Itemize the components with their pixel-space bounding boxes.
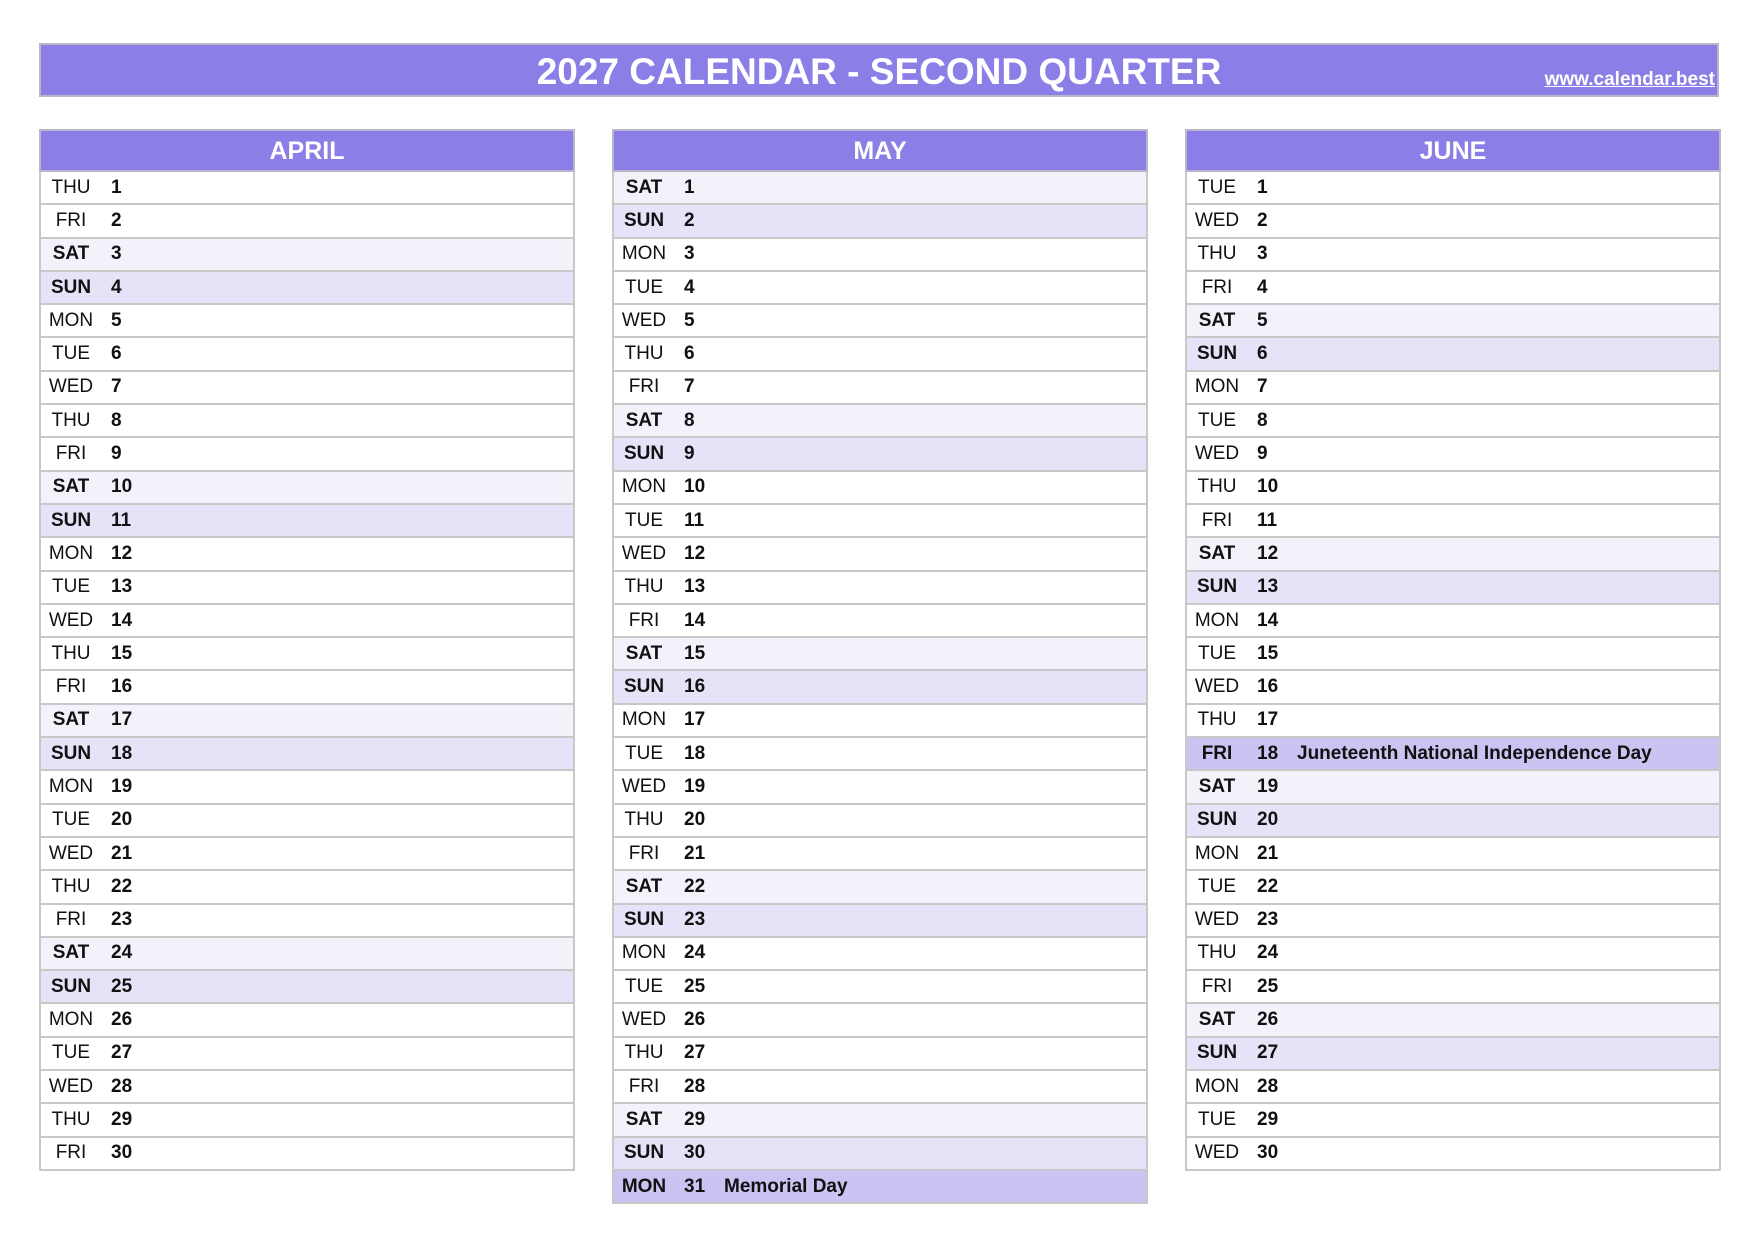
day-number: 18 [111, 742, 133, 764]
day-number: 28 [111, 1075, 133, 1097]
day-list [612, 172, 1148, 1204]
day-of-week: MON [621, 942, 667, 964]
day-number: 14 [1257, 609, 1279, 631]
day-row [1187, 1038, 1719, 1071]
day-row [41, 638, 573, 671]
day-of-week: FRI [55, 676, 87, 698]
day-row [41, 871, 573, 904]
day-of-week: MON [1194, 609, 1240, 631]
day-of-week: TUE [52, 809, 90, 831]
day-of-week: SAT [52, 243, 90, 265]
day-of-week: SUN [1196, 576, 1238, 598]
day-of-week: SAT [625, 875, 663, 897]
day-of-week: SAT [1198, 542, 1236, 564]
day-of-week: SUN [1196, 809, 1238, 831]
day-of-week: SUN [1196, 343, 1238, 365]
day-number: 4 [1257, 276, 1268, 298]
day-row [1187, 505, 1719, 538]
day-row [1187, 805, 1719, 838]
day-of-week: TUE [625, 742, 663, 764]
day-of-week: MON [621, 243, 667, 265]
month-header: JUNE [1185, 129, 1721, 172]
day-number: 8 [684, 409, 695, 431]
day-number: 9 [684, 443, 695, 465]
day-row [41, 538, 573, 571]
day-number: 21 [684, 842, 706, 864]
day-of-week: FRI [55, 209, 87, 231]
day-row [614, 338, 1146, 371]
day-row [41, 705, 573, 738]
day-of-week: SAT [625, 176, 663, 198]
day-row [614, 771, 1146, 804]
day-of-week: WED [48, 609, 94, 631]
day-number: 23 [111, 909, 133, 931]
day-row [41, 805, 573, 838]
day-number: 20 [1257, 809, 1279, 831]
day-of-week: FRI [628, 376, 660, 398]
day-of-week: SAT [1198, 309, 1236, 331]
day-number: 14 [684, 609, 706, 631]
day-of-week: SAT [52, 476, 90, 498]
day-row [614, 239, 1146, 272]
day-of-week: SAT [52, 942, 90, 964]
day-row [614, 572, 1146, 605]
day-number: 19 [1257, 775, 1279, 797]
day-number: 29 [684, 1108, 706, 1130]
day-row [1187, 272, 1719, 305]
day-of-week: TUE [625, 276, 663, 298]
day-row [614, 638, 1146, 671]
day-row [614, 405, 1146, 438]
day-row [614, 438, 1146, 471]
day-of-week: WED [48, 1075, 94, 1097]
day-of-week: MON [621, 1175, 667, 1197]
day-number: 18 [684, 742, 706, 764]
day-number: 5 [684, 309, 695, 331]
day-of-week: FRI [55, 1142, 87, 1164]
day-number: 24 [1257, 942, 1279, 964]
day-of-week: THU [1197, 476, 1237, 498]
day-number: 17 [684, 709, 706, 731]
day-number: 20 [684, 809, 706, 831]
day-number: 9 [111, 443, 122, 465]
day-number: 2 [1257, 209, 1268, 231]
day-of-week: MON [48, 542, 94, 564]
day-row [614, 971, 1146, 1004]
day-row [1187, 205, 1719, 238]
day-row [41, 172, 573, 205]
day-row [1187, 638, 1719, 671]
day-number: 25 [684, 975, 706, 997]
day-number: 20 [111, 809, 133, 831]
day-number: 15 [111, 642, 133, 664]
day-row [614, 1004, 1146, 1037]
day-number: 10 [1257, 476, 1279, 498]
day-number: 19 [684, 775, 706, 797]
day-of-week: FRI [1201, 509, 1233, 531]
day-of-week: SUN [623, 909, 665, 931]
day-of-week: MON [48, 1009, 94, 1031]
day-of-week: WED [1194, 209, 1240, 231]
day-number: 27 [684, 1042, 706, 1064]
day-of-week: WED [621, 309, 667, 331]
day-number: 12 [111, 542, 133, 564]
day-row [614, 838, 1146, 871]
day-row [614, 871, 1146, 904]
day-of-week: WED [1194, 1142, 1240, 1164]
day-number: 7 [1257, 376, 1268, 398]
day-row [1187, 971, 1719, 1004]
day-row [614, 372, 1146, 405]
day-of-week: THU [51, 409, 91, 431]
day-number: 12 [1257, 542, 1279, 564]
day-of-week: FRI [628, 1075, 660, 1097]
holiday-label: Memorial Day [724, 1175, 848, 1197]
day-number: 28 [684, 1075, 706, 1097]
day-row [1187, 405, 1719, 438]
day-number: 28 [1257, 1075, 1279, 1097]
day-number: 30 [1257, 1142, 1279, 1164]
day-number: 13 [111, 576, 133, 598]
day-of-week: SUN [50, 509, 92, 531]
day-number: 11 [1257, 509, 1278, 531]
day-number: 3 [684, 243, 695, 265]
month-april [39, 129, 575, 1171]
day-row [614, 472, 1146, 505]
day-row [41, 738, 573, 771]
day-row [1187, 438, 1719, 471]
day-of-week: THU [51, 875, 91, 897]
day-number: 2 [684, 209, 695, 231]
day-of-week: TUE [625, 509, 663, 531]
day-number: 26 [111, 1009, 133, 1031]
day-of-week: TUE [1198, 642, 1236, 664]
day-row [1187, 1104, 1719, 1137]
day-number: 3 [111, 243, 122, 265]
day-row [614, 272, 1146, 305]
day-row [41, 905, 573, 938]
day-row [1187, 938, 1719, 971]
day-row [1187, 372, 1719, 405]
day-row [1187, 305, 1719, 338]
day-number: 22 [111, 875, 133, 897]
day-number: 9 [1257, 443, 1268, 465]
day-number: 12 [684, 542, 706, 564]
day-row [1187, 771, 1719, 804]
day-number: 13 [1257, 576, 1279, 598]
day-number: 6 [684, 343, 695, 365]
day-of-week: TUE [1198, 1108, 1236, 1130]
day-number: 21 [1257, 842, 1279, 864]
day-row [41, 671, 573, 704]
day-number: 5 [1257, 309, 1268, 331]
day-row [41, 838, 573, 871]
site-link[interactable]: www.calendar.best [1544, 69, 1715, 90]
day-of-week: TUE [1198, 875, 1236, 897]
day-of-week: TUE [1198, 409, 1236, 431]
day-number: 8 [1257, 409, 1268, 431]
day-of-week: WED [1194, 909, 1240, 931]
title-bar [39, 43, 1719, 97]
day-of-week: THU [624, 809, 664, 831]
day-of-week: SUN [50, 742, 92, 764]
day-of-week: THU [1197, 709, 1237, 731]
day-of-week: THU [624, 1042, 664, 1064]
day-of-week: THU [624, 343, 664, 365]
day-row [41, 771, 573, 804]
day-of-week: TUE [52, 576, 90, 598]
day-number: 11 [684, 509, 705, 531]
day-row [41, 971, 573, 1004]
day-row [1187, 538, 1719, 571]
day-of-week: WED [621, 542, 667, 564]
day-of-week: SAT [625, 1108, 663, 1130]
day-row [41, 205, 573, 238]
day-row [614, 1071, 1146, 1104]
day-row [1187, 705, 1719, 738]
day-number: 31 [684, 1175, 706, 1197]
day-of-week: FRI [55, 443, 87, 465]
day-of-week: SAT [625, 409, 663, 431]
day-of-week: WED [1194, 443, 1240, 465]
page-title: 2027 CALENDAR - SECOND QUARTER [536, 51, 1222, 92]
day-number: 5 [111, 309, 122, 331]
day-number: 22 [1257, 875, 1279, 897]
day-of-week: FRI [1201, 742, 1233, 764]
day-row [41, 305, 573, 338]
day-row [614, 805, 1146, 838]
day-of-week: THU [51, 1108, 91, 1130]
day-of-week: WED [48, 376, 94, 398]
holiday-label: Juneteenth National Independence Day [1297, 742, 1652, 764]
day-number: 16 [684, 676, 706, 698]
day-list [1185, 172, 1721, 1171]
day-number: 17 [111, 709, 133, 731]
day-number: 1 [111, 176, 122, 198]
day-number: 30 [111, 1142, 133, 1164]
day-of-week: MON [1194, 376, 1240, 398]
day-number: 11 [111, 509, 132, 531]
day-list [39, 172, 575, 1171]
day-row [614, 172, 1146, 205]
day-number: 17 [1257, 709, 1279, 731]
day-row [1187, 172, 1719, 205]
day-row [614, 605, 1146, 638]
day-row [41, 1104, 573, 1137]
day-of-week: SUN [50, 276, 92, 298]
day-number: 27 [111, 1042, 133, 1064]
day-number: 30 [684, 1142, 706, 1164]
day-of-week: SAT [52, 709, 90, 731]
day-of-week: WED [48, 842, 94, 864]
day-number: 1 [684, 176, 695, 198]
day-of-week: TUE [1198, 176, 1236, 198]
day-row [41, 1071, 573, 1104]
day-number: 14 [111, 609, 133, 631]
day-number: 8 [111, 409, 122, 431]
day-row [41, 338, 573, 371]
day-number: 25 [111, 975, 133, 997]
day-of-week: THU [624, 576, 664, 598]
day-of-week: SUN [623, 209, 665, 231]
day-row [41, 272, 573, 305]
day-number: 29 [1257, 1108, 1279, 1130]
day-of-week: MON [1194, 1075, 1240, 1097]
day-of-week: TUE [625, 975, 663, 997]
day-of-week: FRI [628, 609, 660, 631]
day-number: 15 [684, 642, 706, 664]
day-number: 25 [1257, 975, 1279, 997]
day-row [41, 938, 573, 971]
day-row [1187, 671, 1719, 704]
day-row [1187, 1004, 1719, 1037]
day-row [41, 1038, 573, 1071]
day-row [614, 1104, 1146, 1137]
day-number: 16 [111, 676, 133, 698]
day-number: 18 [1257, 742, 1279, 764]
day-row [1187, 871, 1719, 904]
day-of-week: SAT [1198, 1009, 1236, 1031]
day-row [614, 1038, 1146, 1071]
day-number: 10 [111, 476, 133, 498]
day-row [41, 239, 573, 272]
month-may [612, 129, 1148, 1204]
day-row [1187, 239, 1719, 272]
day-row [614, 705, 1146, 738]
day-row [41, 472, 573, 505]
day-number: 4 [684, 276, 695, 298]
day-number: 13 [684, 576, 706, 598]
day-row [41, 1138, 573, 1171]
day-of-week: THU [1197, 243, 1237, 265]
day-of-week: TUE [52, 343, 90, 365]
day-row [1187, 738, 1719, 771]
day-row [1187, 338, 1719, 371]
day-number: 24 [111, 942, 133, 964]
day-number: 27 [1257, 1042, 1279, 1064]
day-of-week: SUN [623, 676, 665, 698]
month-june [1185, 129, 1721, 1171]
day-row [614, 1171, 1146, 1204]
day-row [1187, 572, 1719, 605]
day-row [41, 438, 573, 471]
day-row [614, 671, 1146, 704]
day-of-week: MON [48, 309, 94, 331]
day-row [1187, 838, 1719, 871]
day-of-week: MON [621, 709, 667, 731]
day-of-week: FRI [1201, 975, 1233, 997]
day-row [614, 905, 1146, 938]
day-number: 6 [111, 343, 122, 365]
day-row [1187, 1071, 1719, 1104]
day-of-week: FRI [628, 842, 660, 864]
day-of-week: SAT [625, 642, 663, 664]
day-row [1187, 1138, 1719, 1171]
day-number: 22 [684, 875, 706, 897]
day-of-week: WED [1194, 676, 1240, 698]
day-of-week: SUN [50, 975, 92, 997]
day-number: 1 [1257, 176, 1268, 198]
day-number: 29 [111, 1108, 133, 1130]
day-number: 26 [684, 1009, 706, 1031]
day-of-week: SUN [1196, 1042, 1238, 1064]
day-of-week: FRI [55, 909, 87, 931]
day-row [614, 305, 1146, 338]
day-of-week: WED [621, 775, 667, 797]
day-number: 10 [684, 476, 706, 498]
day-number: 23 [684, 909, 706, 931]
day-of-week: SUN [623, 1142, 665, 1164]
day-row [614, 938, 1146, 971]
day-row [41, 372, 573, 405]
day-row [41, 405, 573, 438]
day-number: 24 [684, 942, 706, 964]
day-of-week: THU [1197, 942, 1237, 964]
day-row [41, 1004, 573, 1037]
day-row [614, 205, 1146, 238]
month-header: MAY [612, 129, 1148, 172]
day-number: 26 [1257, 1009, 1279, 1031]
day-of-week: MON [1194, 842, 1240, 864]
day-number: 23 [1257, 909, 1279, 931]
day-number: 7 [111, 376, 122, 398]
day-of-week: SUN [623, 443, 665, 465]
day-of-week: WED [621, 1009, 667, 1031]
day-row [1187, 605, 1719, 638]
day-of-week: THU [51, 176, 91, 198]
day-row [41, 605, 573, 638]
day-of-week: THU [51, 642, 91, 664]
day-number: 4 [111, 276, 122, 298]
month-header: APRIL [39, 129, 575, 172]
day-row [41, 572, 573, 605]
day-row [614, 505, 1146, 538]
day-number: 7 [684, 376, 695, 398]
day-number: 6 [1257, 343, 1268, 365]
day-of-week: SAT [1198, 775, 1236, 797]
day-of-week: MON [48, 775, 94, 797]
day-row [614, 738, 1146, 771]
day-row [1187, 472, 1719, 505]
day-row [41, 505, 573, 538]
day-number: 16 [1257, 676, 1279, 698]
day-row [614, 1138, 1146, 1171]
day-number: 19 [111, 775, 133, 797]
day-number: 21 [111, 842, 133, 864]
day-row [1187, 905, 1719, 938]
day-row [614, 538, 1146, 571]
day-number: 15 [1257, 642, 1279, 664]
day-of-week: FRI [1201, 276, 1233, 298]
day-of-week: TUE [52, 1042, 90, 1064]
day-number: 3 [1257, 243, 1268, 265]
day-number: 2 [111, 209, 122, 231]
day-of-week: MON [621, 476, 667, 498]
